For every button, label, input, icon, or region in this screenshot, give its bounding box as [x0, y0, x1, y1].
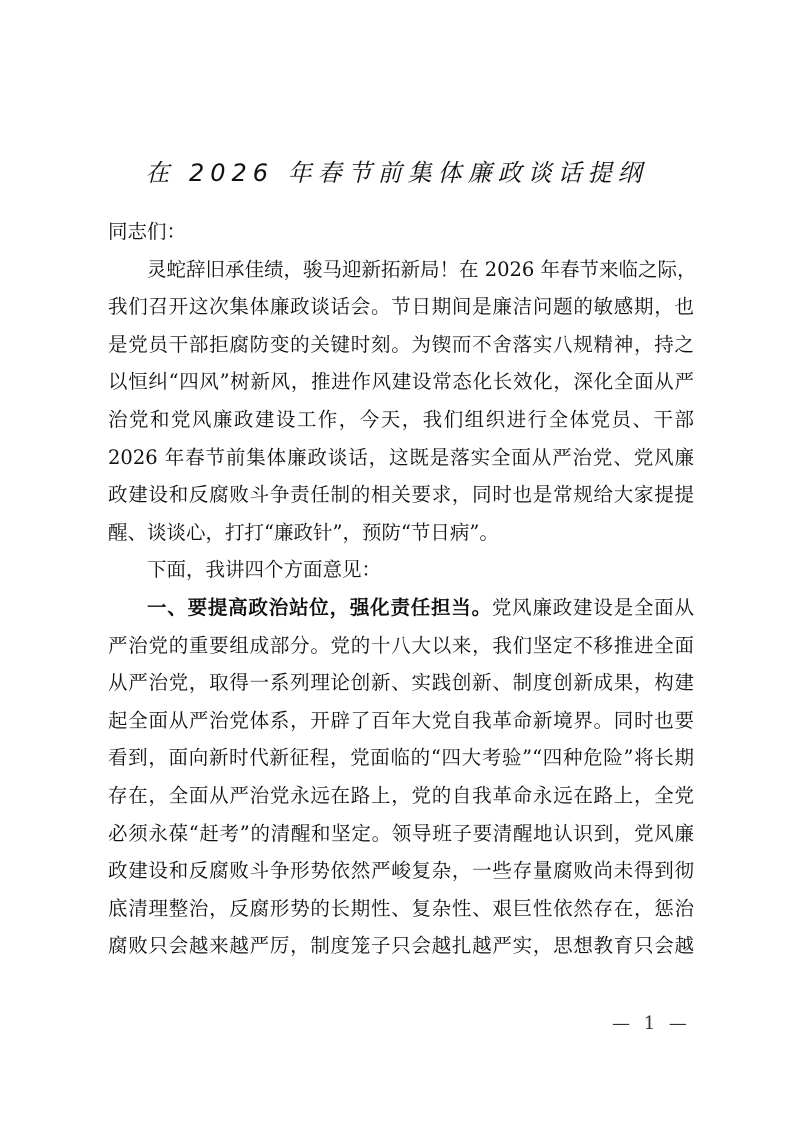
document-body: [108, 213, 697, 965]
paragraph-line: 醒、谈谈心，打打“廉政针”，预防“节日病”。: [108, 520, 499, 544]
paragraph-line: 存在，全面从严治党永远在路上，党的自我革命永远在路上，全党: [108, 783, 694, 807]
section-1-heading: 一、要提高政治站位，强化责任担当。: [147, 595, 492, 619]
paragraph-line: 政建设和反腐败斗争责任制的相关要求，同时也是常规给大家提提: [108, 483, 694, 507]
salutation: 同志们：: [108, 220, 187, 243]
paragraph-line: 底清理整治，反腐形势的长期性、复杂性、艰巨性依然存在，惩治: [108, 896, 694, 920]
page-number: — 1 —: [612, 1013, 691, 1034]
paragraph-line: 腐败只会越来越严厉，制度笼子只会越扎越严实，思想教育只会越: [108, 934, 694, 958]
paragraph-line: 以恒纠“四风”树新风，推进作风建设常态化长效化，深化全面从严: [108, 370, 694, 394]
paragraph-line: 严治党的重要组成部分。党的十八大以来，我们坚定不移推进全面: [108, 633, 694, 657]
paragraph-line: 下面，我讲四个方面意见：: [147, 558, 382, 582]
document-title: 在 2026 年春节前集体廉政谈话提纲: [145, 159, 648, 187]
paragraph-line: 从严治党，取得一系列理论创新、实践创新、制度创新成果，构建: [108, 671, 694, 695]
section-1-first-line: [108, 589, 694, 627]
paragraph-line: 政建设和反腐败斗争形势依然严峻复杂，一些存量腐败尚未得到彻: [108, 859, 694, 883]
paragraph-line: 治党和党风廉政建设工作，今天，我们组织进行全体党员、干部: [108, 407, 694, 431]
paragraph-line: 起全面从严治党体系，开辟了百年大党自我革命新境界。同时也要: [108, 708, 694, 732]
paragraph-line: 看到，面向新时代新征程，党面临的“四大考验”“四种危险”将长期: [108, 746, 694, 770]
paragraph-line: 我们召开这次集体廉政谈话会。节日期间是廉洁问题的敏感期，也: [108, 295, 694, 319]
section-1-first-rest: 党风廉政建设是全面从: [491, 595, 694, 619]
paragraph-line: 灵蛇辞旧承佳绩，骏马迎新拓新局！在 2026 年春节来临之际，: [147, 257, 697, 281]
paragraph-line: 2026 年春节前集体廉政谈话，这既是落实全面从严治党、党风廉: [108, 445, 694, 469]
paragraph-line: 是党员干部拒腐防变的关键时刻。为锲而不舍落实八规精神，持之: [108, 332, 694, 356]
paragraph-line: 必须永葆“赶考”的清醒和坚定。领导班子要清醒地认识到，党风廉: [108, 821, 694, 845]
